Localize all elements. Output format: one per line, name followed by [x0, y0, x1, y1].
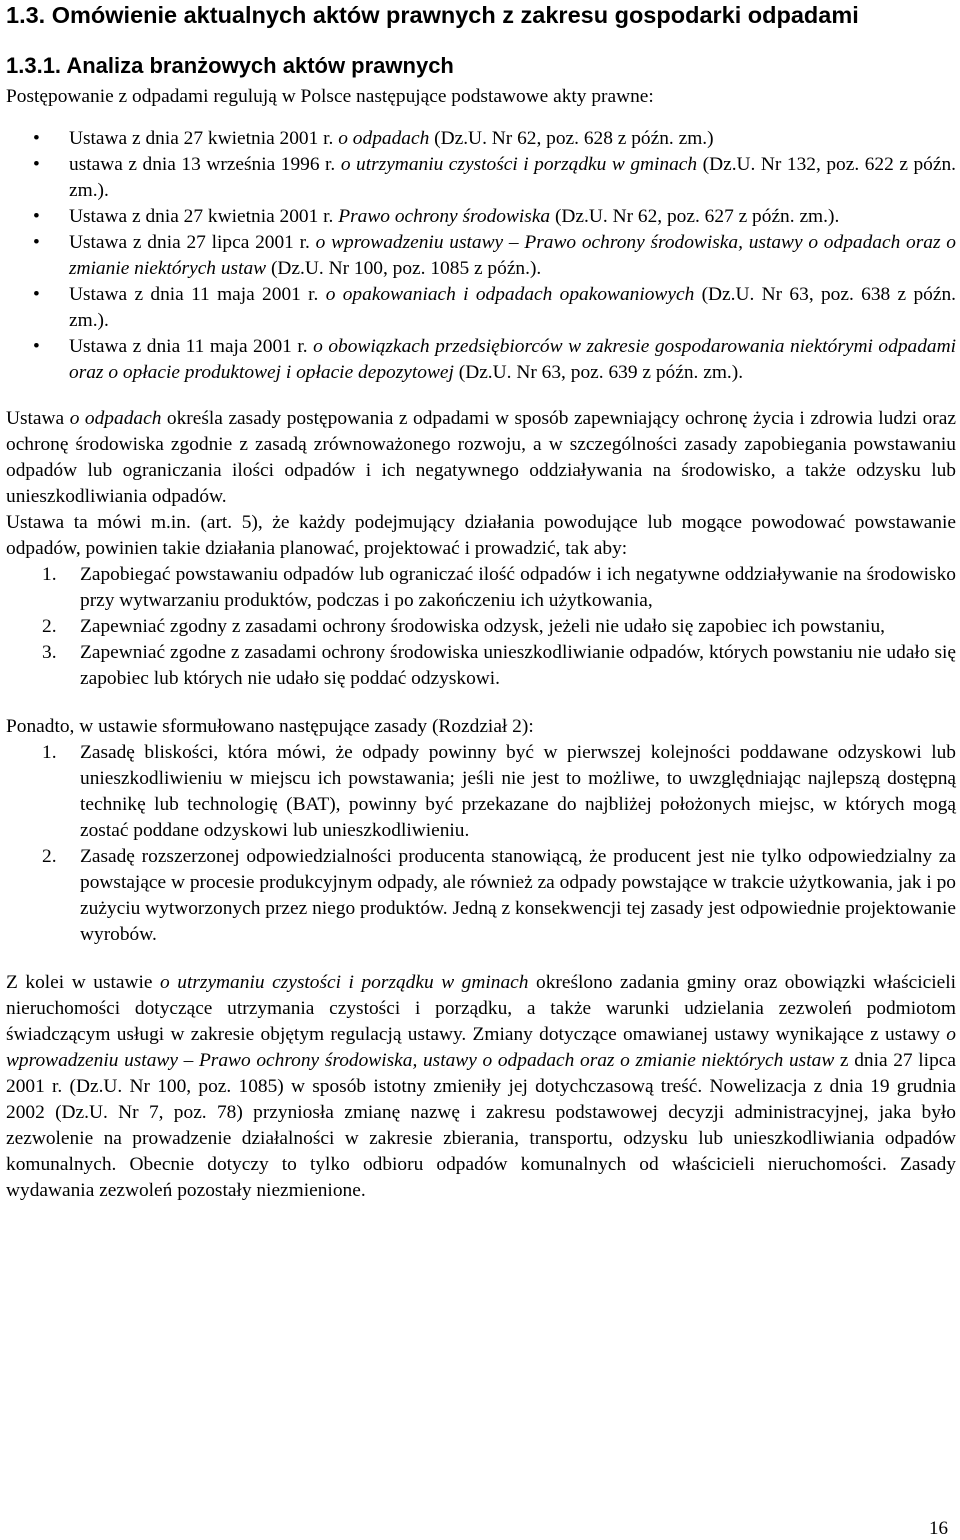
act-title: o odpadach	[338, 128, 430, 149]
legal-act-item: • Ustawa z dnia 11 maja 2001 r. o opakowaniach i odpadach opakowaniowych (Dz.U. Nr 63, poz. 638 z późn. zm.).	[69, 282, 956, 334]
list-item: 2. Zasadę rozszerzonej odpowiedzialności producenta stanowiącą, że producent jest nie tylko odpowiedzialny za powstające w procesie produkcyjnym odpady, ale również za odpady powstające w trakcie użytkowania, jak i po zużyciu wytworzonych przez niego produktów. Jedną z konsekwencji tej zasady jest odpowiednie projektowanie wyrobów.	[42, 846, 956, 945]
paragraph-principles: Ponadto, w ustawie sformułowano następujące zasady (Rozdział 2):	[6, 716, 534, 737]
act-title: o wprowadzeniu ustawy – Prawo ochrony środowiska, ustawy o odpadach oraz o zmianie niektórych ustaw	[69, 232, 956, 279]
paragraph-cleanliness-act: Z kolei w ustawie o utrzymaniu czystości i porządku w gminach określono zadania gminy oraz obowiązki właścicieli nieruchomości dotyczące utrzymania czystości i porządku, a także warunki udzielania zezwoleń podmiotom świadczącym usługi w zakresie objętym regulacją ustawy. Zmiany dotyczące omawianej ustawy wynikające z ustawy o wprowadzeniu ustawy – Prawo ochrony środowiska, ustawy o odpadach oraz o zmianie niektórych ustaw z dnia 27 lipca 2001 r. (Dz.U. Nr 100, poz. 1085) w sposób istotny zmieniły jej dotychczasową treść. Nowelizacja z dnia 19 grudnia 2002 (Dz.U. Nr 7, poz. 78) przyniosła zmianę nazwę i zakresu podstawowej decyzji administracyjnej, jaka było zezwolenie na prowadzenie działalności w zakresie zbierania, transportu, odzysku lub unieszkodliwiania odpadów komunalnych. Obecnie dotyczy to tylko odbioru odpadów komunalnych od właścicieli nieruchomości. Zasady wydawania zezwoleń pozostały niezmienione.	[6, 972, 956, 1201]
legal-act-item: • ustawa z dnia 13 września 1996 r. o utrzymaniu czystości i porządku w gminach (Dz.U. Nr 132, poz. 622 z późn. zm.).	[69, 152, 956, 204]
list-item: 3. Zapewniać zgodne z zasadami ochrony środowiska unieszkodliwianie odpadów, których powstaniu nie udało się zapobiec lub których nie udało się poddać odzyskowi.	[42, 642, 956, 689]
legal-act-item: • Ustawa z dnia 11 maja 2001 r. o obowiązkach przedsiębiorców w zakresie gospodarowania niektórymi odpadami oraz o opłacie produktowej i opłacie depozytowej (Dz.U. Nr 63, poz. 639 z późn. zm.).	[69, 334, 956, 386]
act-title: o opakowaniach i odpadach opakowaniowych	[325, 284, 695, 305]
list-item: 2. Zapewniać zgodny z zasadami ochrony środowiska odzysk, jeżeli nie udało się zapobiec ich powstaniu,	[42, 616, 885, 637]
act-title: Prawo ochrony środowiska	[338, 206, 551, 227]
principles-list	[6, 740, 956, 948]
legal-act-item: • Ustawa z dnia 27 lipca 2001 r. o wprowadzeniu ustawy – Prawo ochrony środowiska, ustawy o odpadach oraz o zmianie niektórych ustaw (Dz.U. Nr 100, poz. 1085 z późn.).	[69, 230, 956, 282]
list-item: 1. Zasadę bliskości, która mówi, że odpady powinny być w pierwszej kolejności poddawane odzyskowi lub unieszkodliwieniu w miejscu ich powstawania; jeśli nie jest to możliwe, to uwzględniając najlepszą dostępną technikę lub technologię (BAT), powinny być przekazane do najbliżej położonych miejsc, w których mogą zostać poddane odzyskowi lub unieszkodliwieniu.	[42, 742, 956, 841]
act-title: o obowiązkach przedsiębiorców w zakresie gospodarowania niektórymi odpadami oraz o opłacie produktowej i opłacie depozytowej	[69, 336, 956, 383]
legal-act-item: • Ustawa z dnia 27 kwietnia 2001 r. o odpadach (Dz.U. Nr 62, poz. 628 z późn. zm.)	[69, 126, 956, 152]
intro-paragraph: Postępowanie z odpadami regulują w Polsce następujące podstawowe akty prawne:	[6, 86, 654, 107]
article-5-list	[6, 562, 956, 692]
section-title: 1.3. Omówienie aktualnych aktów prawnych z zakresu gospodarki odpadami	[6, 2, 859, 28]
act-title: o utrzymaniu czystości i porządku w gminach	[340, 154, 698, 175]
paragraph-waste-act: Ustawa o odpadach określa zasady postępowania z odpadami w sposób zapewniający ochronę życia i zdrowia ludzi oraz ochronę środowiska zgodnie z zasadą zrównoważonego rozwoju, a w szczególności zasady zapobiegania powstawaniu odpadów lub ograniczania ilości odpadów i ich negatywnego oddziaływania na środowisko, a także odzysku lub unieszkodliwiania odpadów.	[6, 408, 956, 507]
document-page	[6, 0, 956, 1204]
legal-acts-list	[6, 126, 956, 386]
legal-act-item: • Ustawa z dnia 27 kwietnia 2001 r. Prawo ochrony środowiska (Dz.U. Nr 62, poz. 627 z późn. zm.).	[69, 204, 956, 230]
list-item: 1. Zapobiegać powstawaniu odpadów lub ograniczać ilość odpadów i ich negatywne oddziaływanie na środowisko przy wytwarzaniu produktów, podczas i po zakończeniu ich użytkowania,	[42, 564, 956, 611]
page-number: 16	[929, 1518, 948, 1539]
paragraph-article-5: Ustawa ta mówi m.in. (art. 5), że każdy podejmujący działania powodujące lub mogące powodować powstawanie odpadów, powinien takie działania planować, projektować i prowadzić, tak aby:	[6, 512, 956, 559]
subsection-title: 1.3.1. Analiza branżowych aktów prawnych	[6, 53, 454, 78]
